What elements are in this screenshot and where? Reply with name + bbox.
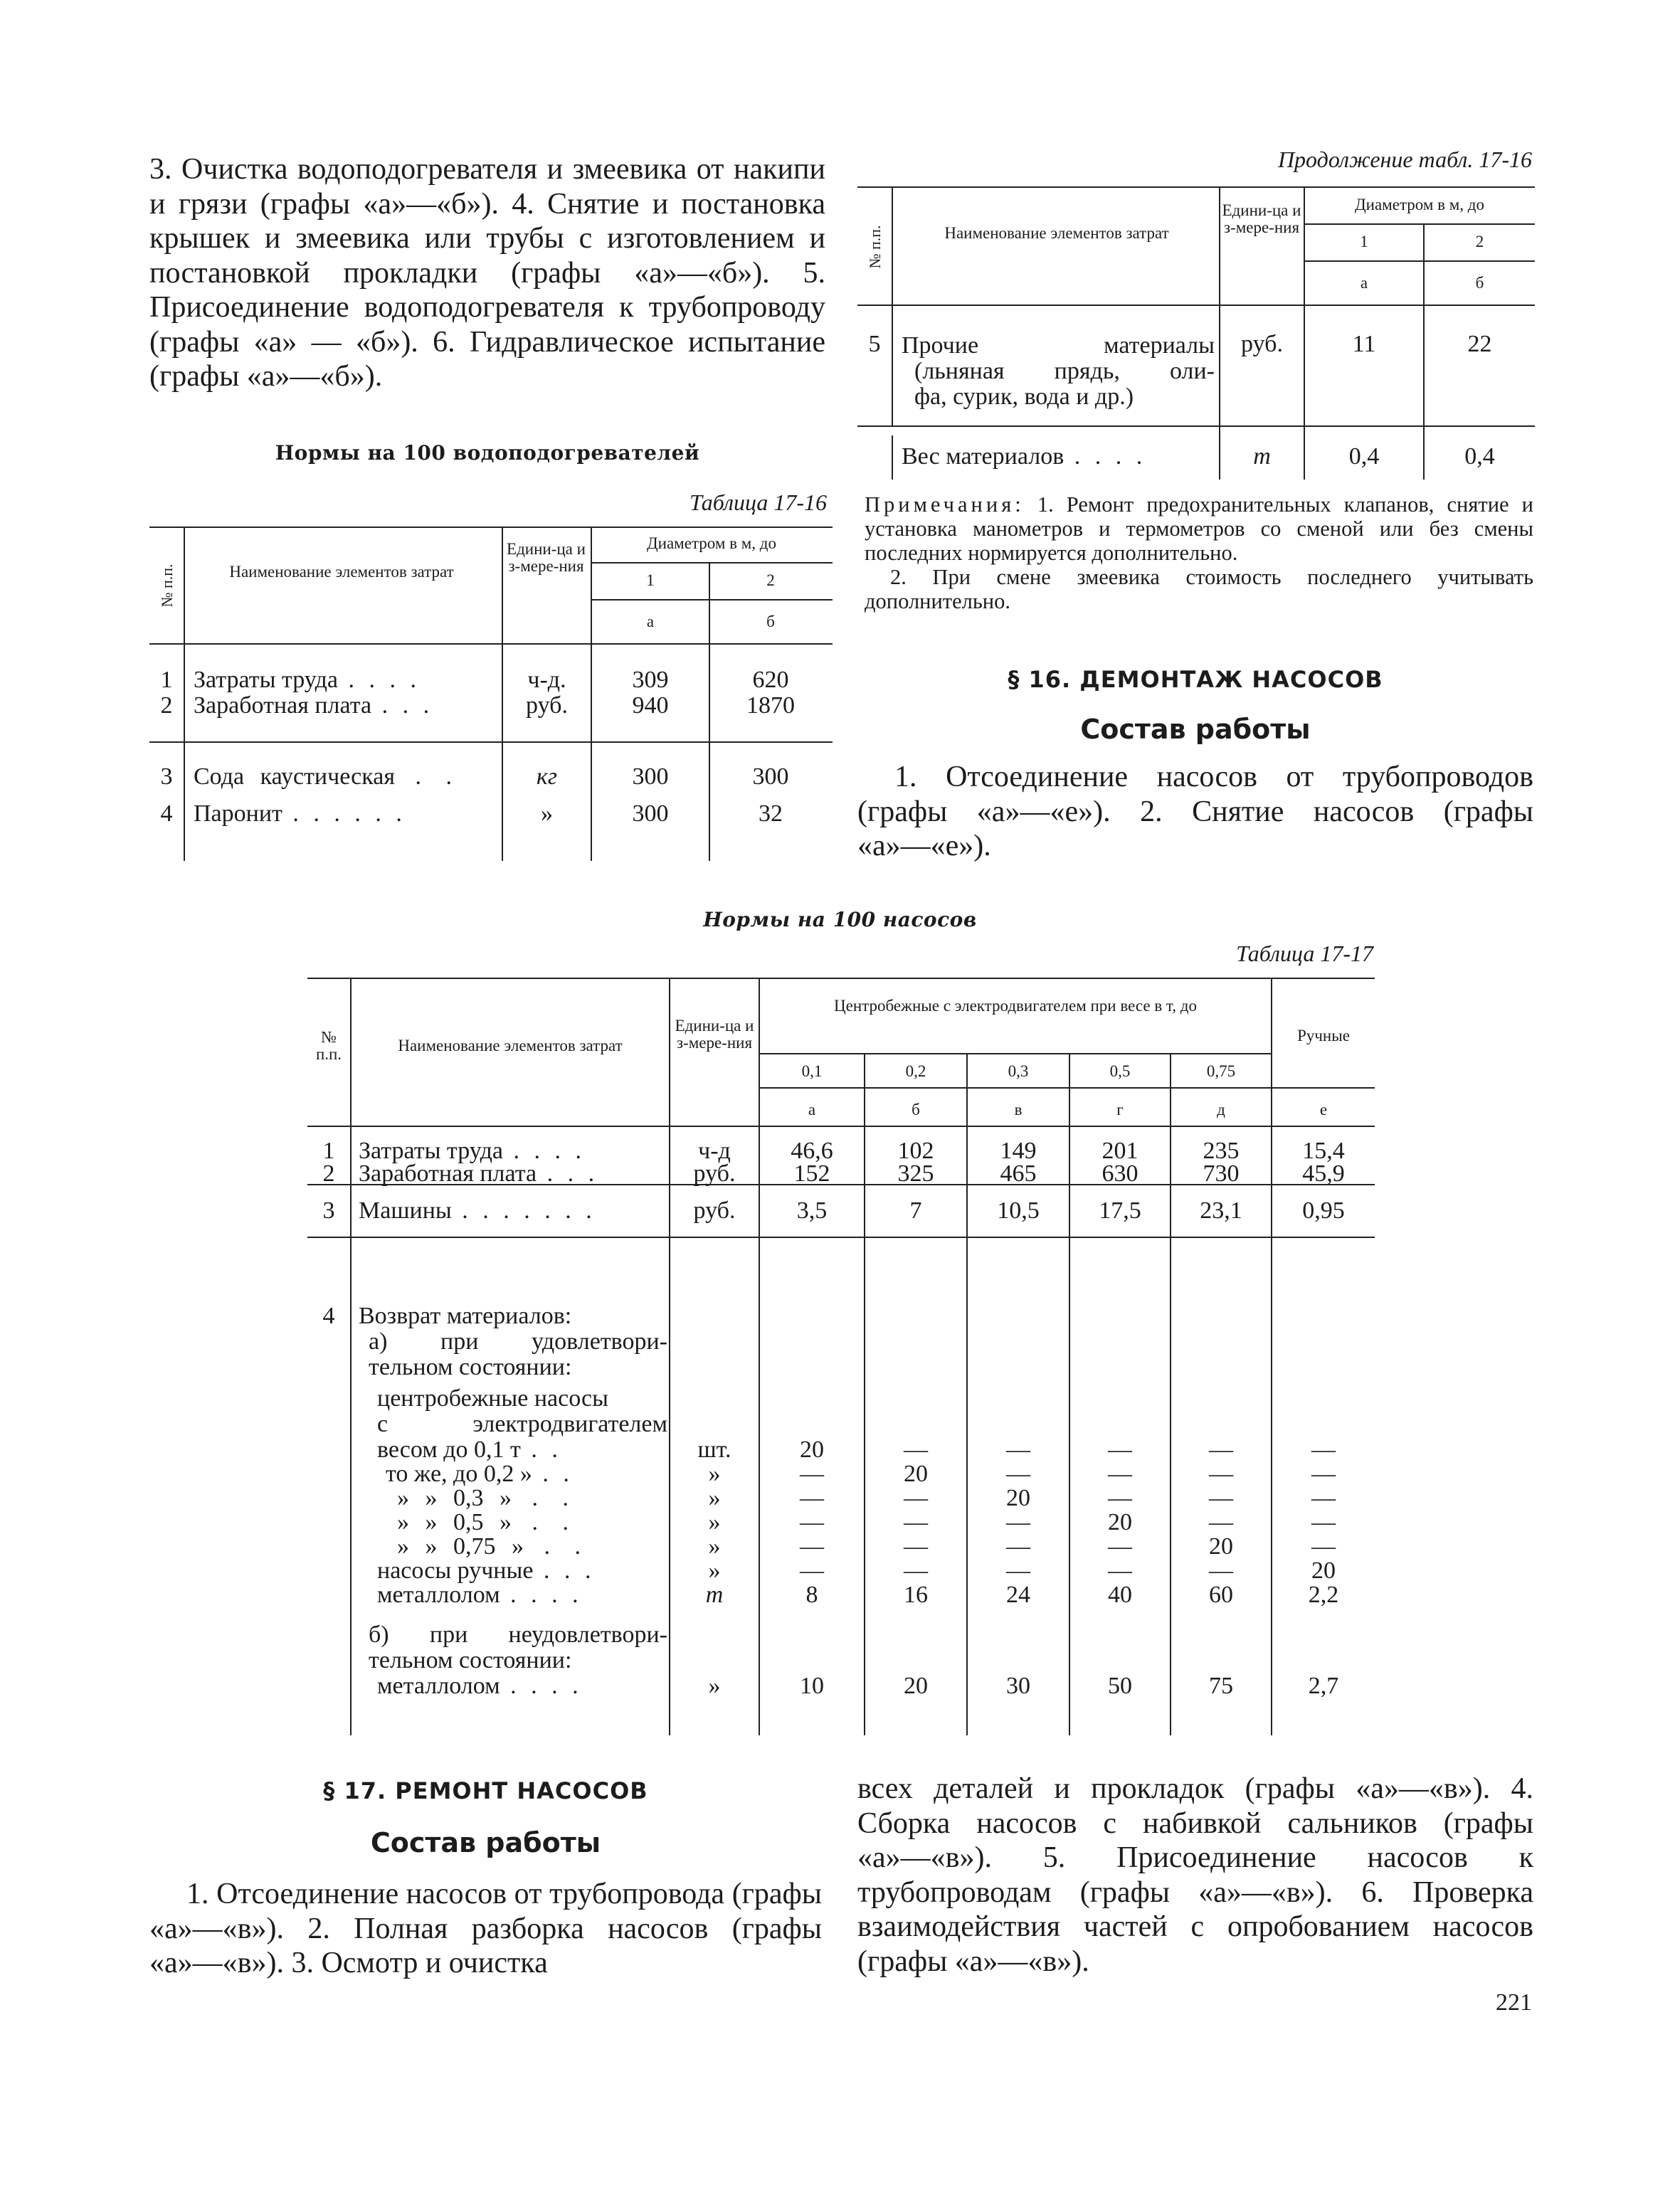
- section-17-text-left: 1. Отсоединение насосов от трубопровода (графы «а»—«в»). 2. Полная разборка насосов (графы «а»—«в»). 3. Осмотр и очистка: [149, 1878, 822, 1979]
- return-b-row-value: 75: [1209, 1673, 1233, 1699]
- th-weight: 0,3: [1008, 1062, 1029, 1080]
- return-row-value: 16: [904, 1582, 928, 1608]
- row-value-b: 32: [759, 800, 783, 827]
- th-letter: а: [808, 1101, 816, 1118]
- table-17-16-continuation: [857, 186, 1535, 480]
- return-row-name: весом до 0,1 т . .: [377, 1437, 562, 1463]
- row-name: Затраты труда . . . .: [194, 667, 421, 693]
- return-row-value: —: [1311, 1509, 1336, 1535]
- return-row-value: —: [1311, 1461, 1336, 1487]
- section-16-subtitle: Состав работы: [1080, 714, 1311, 745]
- return-row-value: —: [800, 1509, 824, 1535]
- return-row-value: 8: [805, 1582, 818, 1608]
- row-value: 7: [909, 1197, 922, 1224]
- weight-row-unit: т: [1253, 443, 1271, 470]
- table-17-17: [307, 978, 1375, 1735]
- notes-label: Примечания:: [865, 492, 1025, 517]
- return-b-row-value: 2,7: [1308, 1673, 1339, 1699]
- return-row-value: —: [1311, 1485, 1336, 1511]
- return-row-value: 20: [800, 1437, 824, 1463]
- return-row-value: —: [904, 1533, 928, 1560]
- return-row-unit: т: [705, 1582, 724, 1608]
- return-b-row-value: 20: [904, 1673, 928, 1699]
- table-16-cont-number: Продолжение табл. 17-16: [1277, 147, 1532, 172]
- th-npp: № п.п.: [866, 225, 884, 269]
- return-row-value: —: [1108, 1557, 1132, 1584]
- row-value: 235: [1203, 1138, 1240, 1164]
- th-centrifugal: Центробежные с электродвигателем при весе в т, до: [834, 997, 1197, 1015]
- row-value-a: 300: [632, 800, 669, 827]
- table-17-16: [149, 527, 833, 861]
- return-row-value: —: [904, 1557, 928, 1584]
- return-row-value: 20: [1311, 1557, 1336, 1584]
- row-value: 17,5: [1099, 1197, 1141, 1224]
- row-number: 3: [160, 763, 173, 790]
- row-value-b: 22: [1467, 331, 1492, 357]
- return-row-value: —: [1006, 1509, 1030, 1535]
- th-letter: е: [1319, 1101, 1328, 1118]
- return-row-value: 2,2: [1308, 1582, 1339, 1608]
- row-value: 152: [793, 1160, 830, 1187]
- table-16-number: Таблица 17-16: [690, 490, 827, 515]
- return-row-name: насосы ручные . . .: [377, 1557, 596, 1584]
- return-row-value: —: [1006, 1533, 1030, 1560]
- th-letter: г: [1116, 1101, 1124, 1118]
- return-row-value: —: [800, 1557, 824, 1584]
- row-name: Машины . . . . . . .: [359, 1197, 596, 1224]
- return-row-value: 20: [904, 1461, 928, 1487]
- row-unit: руб.: [693, 1160, 736, 1187]
- row-number: 3: [322, 1197, 335, 1224]
- return-row-value: —: [800, 1461, 824, 1487]
- row-value: 149: [1000, 1138, 1037, 1164]
- return-row-value: —: [1209, 1485, 1233, 1511]
- th-manual: Ручные: [1297, 1027, 1350, 1044]
- row-unit: »: [541, 800, 553, 827]
- th-npp: № п.п.: [315, 1028, 342, 1063]
- th-ga: а: [646, 613, 655, 630]
- return-row-name: то же, до 0,2 » . .: [386, 1461, 574, 1487]
- table-17-number: Таблица 17-17: [1236, 941, 1373, 966]
- table-17-caption: Нормы на 100 насосов: [703, 908, 977, 931]
- section-16-text: 1. Отсоединение насосов от трубопроводов (графы «а»—«е»). 2. Снятие насосов (графы «а»—«е»).: [857, 761, 1533, 862]
- return-row-unit: »: [708, 1485, 721, 1511]
- th-diam: Диаметром в м, до: [646, 534, 777, 552]
- page-number: 221: [1496, 1989, 1532, 2016]
- th-unit: Едини-ца из-мере-ния: [675, 1017, 754, 1052]
- row-value-b: 300: [752, 763, 789, 790]
- section-16-title: § 16. ДЕМОНТАЖ НАСОСОВ: [1008, 666, 1383, 693]
- row-value-a: 11: [1352, 331, 1376, 357]
- th-unit: Едини-ца из-мере-ния: [1222, 201, 1301, 236]
- row-name: Сода каустическая . .: [194, 763, 456, 790]
- note-2: 2. При смене змеевика стоимость последнего учитывать дополнительно.: [865, 565, 1533, 613]
- row-name-line1: Прочие материалы: [902, 332, 1215, 359]
- return-b-line1: б) при неудовлетвори-: [369, 1621, 667, 1648]
- th-c2: 2: [766, 571, 775, 589]
- return-b-row-value: 10: [800, 1673, 824, 1699]
- row-name-line2: (льняная прядь, оли-: [914, 358, 1215, 384]
- return-row-value: —: [1108, 1461, 1132, 1487]
- return-row-unit: »: [708, 1509, 721, 1535]
- return-row-value: —: [1311, 1533, 1336, 1560]
- return-row-value: —: [800, 1533, 824, 1560]
- return-row-value: 20: [1006, 1485, 1030, 1511]
- return-b-row-name: металлолом . . . .: [377, 1673, 583, 1699]
- row-number: 2: [160, 692, 173, 719]
- return-b-line2: тельном состоянии:: [369, 1647, 572, 1673]
- row-value: 3,5: [796, 1197, 828, 1224]
- return-row-value: —: [904, 1509, 928, 1535]
- return-row-value: —: [1209, 1557, 1233, 1584]
- row-unit: кг: [536, 763, 558, 790]
- row-unit: руб.: [693, 1197, 736, 1224]
- intro-paragraph: 3. Очистка водоподогревателя и змеевика от накипи и грязи (графы «а»—«б»). 4. Снятие и постановка крышек и змеевика или трубы с изготовлением и постановкой прокладки (графы «а»—«б»). 5. Присоединение водоподогревателя к трубопроводу (графы «а» — «б»). 6. Гидравлическое испытание (графы «а»—«б»).: [149, 153, 825, 393]
- return-row-value: —: [1108, 1485, 1132, 1511]
- th-name: Наименование элементов затрат: [398, 1037, 623, 1054]
- return-row-value: —: [1311, 1437, 1336, 1463]
- return-row-value: —: [1006, 1437, 1030, 1463]
- return-c-line1: центробежные насосы: [377, 1385, 608, 1412]
- th-gb: б: [766, 613, 775, 630]
- row-unit: ч-д: [698, 1138, 731, 1164]
- row-name: Затраты труда . . . .: [359, 1138, 586, 1164]
- return-row-value: —: [800, 1485, 824, 1511]
- return-b-row-unit: »: [708, 1673, 721, 1699]
- row-name: Заработная плата . . .: [359, 1160, 599, 1187]
- row-number: 1: [322, 1138, 335, 1164]
- th-ga: а: [1360, 274, 1368, 292]
- weight-row-name: Вес материалов . . . .: [902, 443, 1147, 470]
- th-name: Наименование элементов затрат: [229, 563, 454, 581]
- th-c1: 1: [1360, 233, 1368, 250]
- return-a-line2: тельном состоянии:: [369, 1354, 572, 1380]
- th-weight: 0,2: [905, 1062, 926, 1080]
- return-c-line2: с электродвигателем: [377, 1411, 667, 1437]
- row-number: 5: [868, 331, 881, 357]
- th-letter: в: [1014, 1101, 1023, 1118]
- row-value: 730: [1203, 1160, 1240, 1187]
- table-16-caption: Нормы на 100 водоподогревателей: [275, 441, 700, 465]
- return-row-value: —: [1108, 1437, 1132, 1463]
- return-row-name: » » 0,3 » . .: [397, 1485, 573, 1511]
- return-row-name: » » 0,75 » . .: [397, 1533, 585, 1560]
- return-row-value: —: [904, 1485, 928, 1511]
- th-letter: д: [1217, 1101, 1225, 1118]
- th-weight: 0,75: [1206, 1062, 1236, 1080]
- section-17-title: § 17. РЕМОНТ НАСОСОВ: [323, 1777, 648, 1804]
- return-row-value: 40: [1108, 1582, 1132, 1608]
- th-letter: б: [912, 1101, 920, 1118]
- row-value: 0,95: [1302, 1197, 1345, 1224]
- return-row-value: 20: [1209, 1533, 1233, 1560]
- return-row-value: —: [1006, 1461, 1030, 1487]
- weight-row-value-a: 0,4: [1348, 443, 1380, 470]
- return-row-name: » » 0,5 » . .: [397, 1509, 573, 1535]
- note-1: 1. Ремонт предохранительных клапанов, снятие и установка манометров и термометров со сменой или без смены последних нормируется дополнительно.: [865, 492, 1533, 565]
- row-number: 1: [160, 667, 173, 693]
- return-row-value: —: [1006, 1557, 1030, 1584]
- row-number: 4: [322, 1303, 335, 1329]
- th-diam: Диаметром в м, до: [1354, 196, 1485, 213]
- return-row-unit: шт.: [697, 1437, 731, 1463]
- return-row-value: 24: [1006, 1582, 1030, 1608]
- return-row-unit: »: [708, 1557, 721, 1584]
- row-value-a: 300: [632, 763, 669, 790]
- return-row-name: металлолом . . . .: [377, 1582, 583, 1608]
- section-17-text-right: всех деталей и прокладок (графы «а»—«в»). 4. Сборка насосов с набивкой сальников (графы «а»—«в»). 5. Присоединение насосов к трубопроводам (графы «а»—«в»). 6. Проверка взаимодействия частей с опробованием насосов (графы «а»—«в»).: [857, 1772, 1533, 1978]
- row-unit: ч-д.: [527, 667, 566, 693]
- row-number: 4: [160, 800, 173, 827]
- return-row-value: 60: [1209, 1582, 1233, 1608]
- row-value-b: 620: [752, 667, 789, 693]
- row-value: 201: [1101, 1138, 1139, 1164]
- row-value: 325: [897, 1160, 934, 1187]
- return-row-unit: »: [708, 1461, 721, 1487]
- section-17-subtitle: Состав работы: [370, 1827, 601, 1858]
- return-row-value: —: [904, 1437, 928, 1463]
- return-a-line1: а) при удовлетвори-: [369, 1328, 667, 1355]
- row-value: 46,6: [791, 1138, 833, 1164]
- th-c2: 2: [1475, 233, 1484, 250]
- th-name: Наименование элементов затрат: [944, 224, 1169, 242]
- return-row-value: —: [1209, 1509, 1233, 1535]
- row-value: 45,9: [1302, 1160, 1345, 1187]
- return-b-row-value: 50: [1108, 1673, 1132, 1699]
- row-value: 23,1: [1200, 1197, 1242, 1224]
- return-row-value: —: [1209, 1437, 1233, 1463]
- return-title: Возврат материалов:: [359, 1303, 572, 1329]
- return-row-value: —: [1108, 1533, 1132, 1560]
- row-number: 2: [322, 1160, 335, 1187]
- table-16-notes: [865, 492, 1533, 613]
- return-row-unit: »: [708, 1533, 721, 1560]
- th-weight: 0,1: [801, 1062, 823, 1080]
- th-npp: № п.п.: [158, 564, 176, 608]
- th-gb: б: [1475, 274, 1484, 292]
- row-name: Паронит . . . . . .: [194, 800, 406, 827]
- weight-row-value-b: 0,4: [1464, 443, 1495, 470]
- row-value: 465: [1000, 1160, 1037, 1187]
- return-row-value: 20: [1108, 1509, 1132, 1535]
- return-row-value: —: [1209, 1461, 1233, 1487]
- row-name-line3: фа, сурик, вода и др.): [914, 383, 1134, 410]
- row-value-b: 1870: [746, 692, 795, 719]
- row-value: 10,5: [997, 1197, 1040, 1224]
- row-unit: руб.: [526, 692, 568, 719]
- row-value-a: 309: [632, 667, 669, 693]
- th-c1: 1: [646, 571, 655, 589]
- th-unit: Едини-ца из-мере-ния: [507, 540, 586, 575]
- row-value: 15,4: [1302, 1138, 1345, 1164]
- row-value: 630: [1101, 1160, 1139, 1187]
- row-unit: руб.: [1241, 331, 1283, 357]
- row-value-a: 940: [632, 692, 669, 719]
- th-weight: 0,5: [1109, 1062, 1131, 1080]
- return-b-row-value: 30: [1006, 1673, 1030, 1699]
- row-name: Заработная плата . . .: [194, 692, 434, 719]
- row-value: 102: [897, 1138, 934, 1164]
